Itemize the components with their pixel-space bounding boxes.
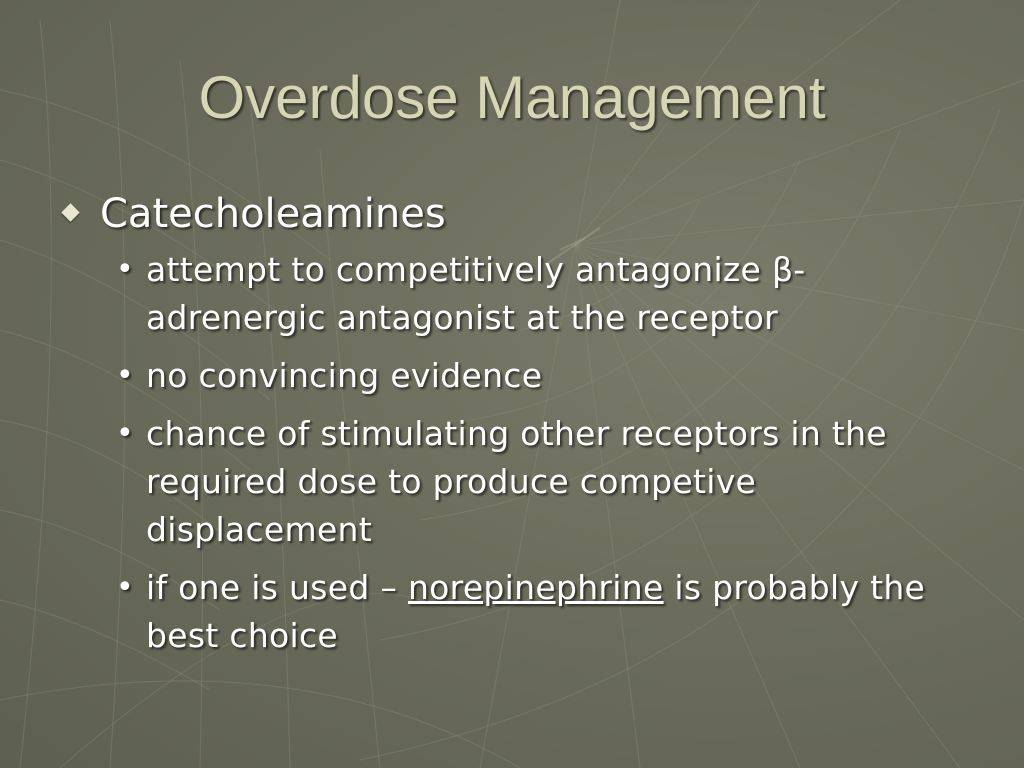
slide-content — [62, 188, 962, 670]
bullet-dot-icon: • — [116, 358, 134, 393]
heading-text: Catecholeamines — [100, 191, 446, 237]
heading-bullet — [62, 188, 962, 240]
emphasized-drug-name: norepinephrine — [407, 568, 664, 607]
bullet-dot-icon: • — [116, 252, 134, 287]
slide-title: Overdose Management — [198, 64, 826, 131]
list-item — [116, 352, 962, 400]
bullet-text: attempt to competitively antagonize β-adrenergic antagonist at the receptor — [146, 250, 806, 337]
bullet-text-prefix: if one is used – — [146, 568, 408, 607]
list-item — [116, 564, 962, 660]
bullet-text-suffix: is probably the best choice — [146, 568, 926, 655]
list-item — [116, 410, 962, 554]
bullet-dot-icon: • — [116, 570, 134, 605]
bullet-dot-icon: • — [116, 416, 134, 451]
bullet-text: no convincing evidence — [146, 356, 543, 395]
list-item — [116, 246, 962, 342]
bullet-list — [62, 246, 962, 660]
diamond-icon — [61, 203, 79, 221]
bullet-text: chance of stimulating other receptors in the required dose to produce competive displacement — [146, 414, 887, 549]
